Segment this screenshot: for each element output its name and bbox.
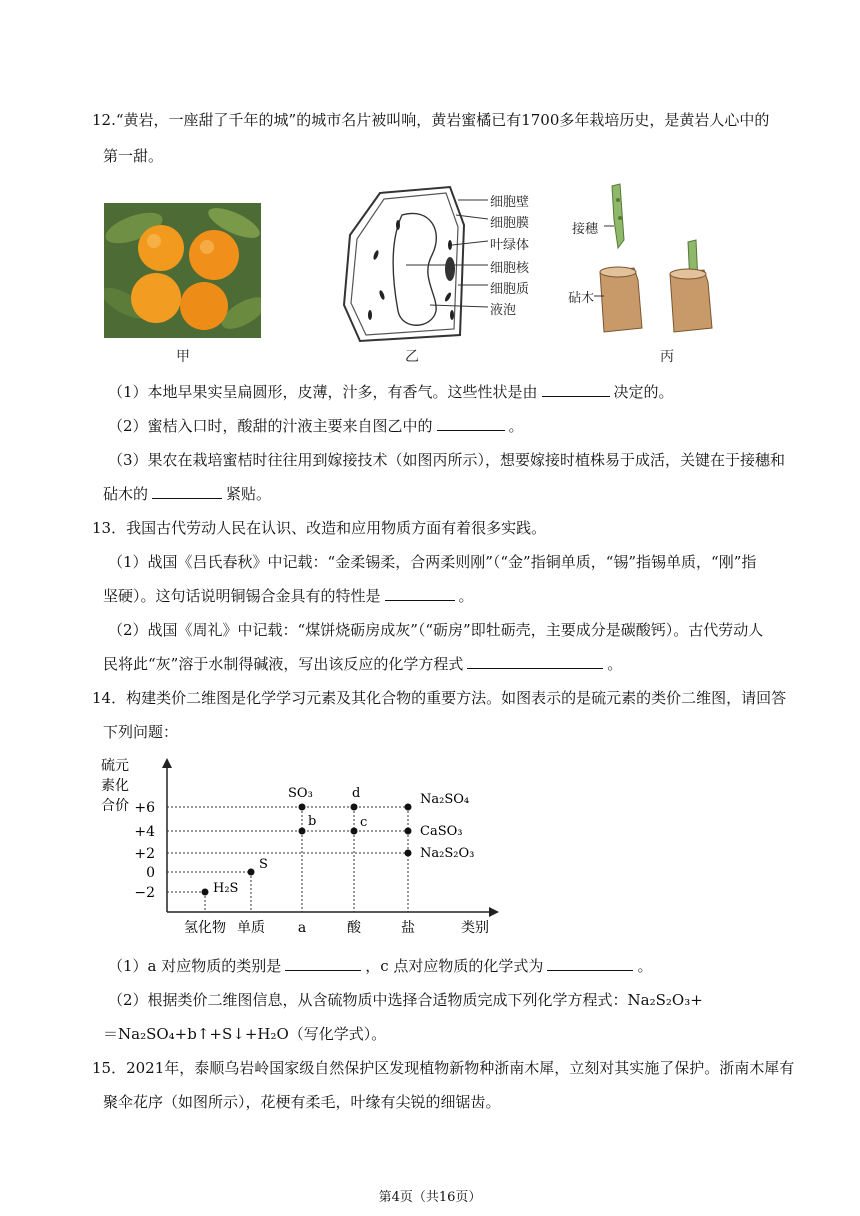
data-point-label: Na₂S₂O₃ [420,846,475,861]
y-axis-label-1: 硫元 [101,758,129,774]
data-point [351,804,358,811]
chloroplast-label: 叶绿体 [490,238,530,253]
y-tick-label: +2 [134,846,155,862]
q12-part3-text: 砧木的 [103,485,149,503]
data-point [351,828,358,835]
q12-part1 [108,382,674,402]
q14-line2: 下列问题： [103,723,179,741]
x-tick-label: a [297,920,307,936]
q14-part2-cont: ＝Na₂SO₄+b↑+S↓+H₂O（写化学式）。 [103,1025,387,1043]
vacuole-label: 液泡 [490,303,517,318]
q12-part2-tail: 。 [508,417,524,435]
q12-part2-text: （2）蜜桔入口时，酸甜的汁液主要来自图乙中的 [108,417,433,435]
y-axis-label-3: 合价 [101,798,129,814]
grafting-diagram [590,180,730,340]
cell-wall-label: 细胞壁 [490,195,530,210]
y-axis-arrow [162,758,172,768]
q15-line2: 聚伞花序（如图所示），花梗有柔毛，叶缘有尖锐的细锯齿。 [103,1093,501,1111]
y-tick-label: +4 [134,824,155,840]
y-axis-label-2: 素化 [101,778,129,794]
x-tick-label: 盐 [401,920,415,936]
scion-label: 接穗 [572,222,599,237]
data-point [248,869,255,876]
x-axis-arrow [489,907,499,917]
page-footer: 第4页（共16页） [378,1190,482,1205]
sulfur-valence-chart [95,752,515,942]
q13-blank2[interactable] [467,654,603,669]
q14-part1-tail: 。 [637,957,653,975]
q13-line1: 13．我国古代劳动人民在认识、改造和应用物质方面有着很多实践。 [92,519,547,537]
y-tick-label: +6 [134,800,155,816]
figure-label-jia: 甲 [176,349,190,365]
data-point [405,828,412,835]
x-tick-label: 氢化物 [184,920,226,936]
q14-part1-mid: ，c 点对应物质的化学式为 [365,957,544,975]
q13-part1-text: 坚硬）。这句话说明铜锡合金具有的特性是 [103,587,381,605]
data-point-label: c [360,815,368,830]
q12-part3-tail: 紧贴。 [226,485,272,503]
q13-blank1[interactable] [385,586,455,601]
q13-part1-cont [103,586,474,606]
q12-line2: 第一甜。 [103,147,164,165]
data-point [405,804,412,811]
q13-part2-text: 民将此“灰”溶于水制得碱液，写出该反应的化学方程式 [103,655,464,673]
figure-label-bing: 丙 [660,349,674,365]
q14-blank2[interactable] [547,956,633,971]
q14-blank1[interactable] [285,956,361,971]
q15-line1: 15．2021年，泰顺乌岩岭国家级自然保护区发现植物新物种浙南木犀，立刻对其实施了保护。浙南木犀有 [92,1059,795,1077]
data-point-label: Na₂SO₄ [420,792,470,807]
q12-part2 [108,416,524,436]
data-point-label: b [308,814,317,829]
tangerine-photo [104,203,261,338]
q12-line1: 12.“黄岩，一座甜了千年的城”的城市名片被叫响，黄岩蜜橘已有1700多年栽培历史，是黄岩人心中的 [92,111,770,129]
q12-part3-cont [103,484,271,504]
q12-part3: （3）果农在栽培蜜桔时往往用到嫁接技术（如图丙所示），想要嫁接时植株易于成活，关键在于接穗和 [108,451,786,469]
x-tick-label: 酸 [347,920,361,936]
x-tick-label: 单质 [237,920,265,936]
q13-part1: （1）战国《吕氏春秋》中记载：“金柔锡柔，合两柔则刚”（“金”指铜单质，“锡”指锡单质，“刚”指 [108,553,757,571]
nucleus-label: 细胞核 [490,261,530,276]
q13-part2-cont [103,654,622,674]
data-point-label: S [259,857,268,872]
x-axis-title: 类别 [461,920,489,936]
q12-blank1[interactable] [542,382,610,397]
y-tick-label: 0 [146,865,155,881]
q13-part1-tail: 。 [458,587,474,605]
q14-part2: （2）根据类价二维图信息，从含硫物质中选择合适物质完成下列化学方程式：Na₂S₂O₃+ [108,991,703,1009]
q12-part1-text: （1）本地早果实呈扁圆形，皮薄，汁多，有香气。这些性状是由 [108,383,538,401]
cell-membrane-label: 细胞膜 [490,216,530,231]
data-point [299,804,306,811]
data-point-label: CaSO₃ [420,824,463,839]
data-point-label: H₂S [213,881,239,896]
q14-line1: 14．构建类价二维图是化学学习元素及其化合物的重要方法。如图表示的是硫元素的类价二维图，请回答 [92,689,787,707]
q14-part1 [108,956,652,976]
data-point [299,828,306,835]
q14-part1-text: （1）a 对应物质的类别是 [108,957,282,975]
q12-part1-tail: 决定的。 [613,383,674,401]
q12-blank2[interactable] [437,416,505,431]
rootstock-label: 砧木 [568,291,595,306]
data-point [202,889,209,896]
q13-part2: （2）战国《周礼》中记载：“煤饼烧砺房成灰”（“砺房”即牡砺壳，主要成分是碳酸钙）。古代劳动人 [108,621,764,639]
q13-part2-tail: 。 [607,655,623,673]
data-point-label: d [352,786,361,801]
cytoplasm-label: 细胞质 [490,282,530,297]
data-point-label: SO₃ [288,786,313,801]
data-point [405,850,412,857]
figure-label-yi: 乙 [405,349,419,365]
q12-blank3[interactable] [152,484,222,499]
y-tick-label: −2 [134,885,155,901]
